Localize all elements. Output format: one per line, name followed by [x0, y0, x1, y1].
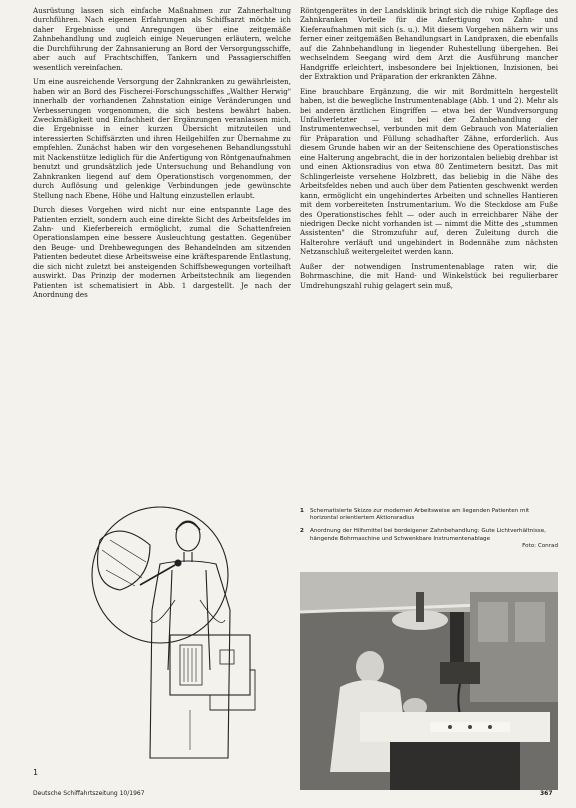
figure-2-photo	[300, 572, 558, 790]
figure-1-number: 1	[33, 768, 39, 777]
paragraph: Durch dieses Vorgehen wird nicht nur eine entspannte Lage des Patienten erzielt, sondern auch eine direkte Sicht des Arbeitsfeldes im Zahn- und Kieferbereich ermöglicht, zumal die Schattenfreien Operationslampen eine bessere Ausleuchtung gestatten. Gegenüber den Beuge- und Drehbewegungen des Behandelnden am sitzenden Patienten bedeutet diese Arbeitsweise eine kräftesparende Entlastung, die sich nicht zuletzt bei ansteigenden Schiffsbewegungen vorteilhaft auswirkt. Das Prinzip der modernen Arbeitstechnik am liegenden Patienten ist schematisiert in Abb. 1 dargestellt. Je nach der Anordnung des	[33, 205, 291, 300]
lamp-shape	[98, 531, 151, 590]
paragraph: Eine brauchbare Ergänzung, die wir mit Bordmitteln hergestellt haben, ist die bewegliche Instrumentenablage (Abb. 1 und 2). Mehr als bei anderen ärztlichen Eingriffen — etwa bei der Wundversorgung Unfallverletzter — ist bei der Zahnbehandlung der Instrumentenwechsel, verbunden mit dem Gebrauch von Materialien für Präparation und Füllung schadhafter Zähne, erforderlich. Aus diesem Grunde haben wir an der Seitenschiene des Operationstisches eine Halterung angebracht, die in der horizontalen beliebig drehbar ist und einen Aktionsradius von etwa 80 Zentimetern besitzt. Das mit Schlingerleiste versehene Holzbrett, das beliebig in die Nähe des Arbeitsfeldes neben und auch über dem Patienten geschwenkt werden kann, ermöglicht ein ungehindertes Arbeiten und schnelles Hantieren mit dem vorbereiteten Instrumentarium. Wo die Steckdose am Fuße des Operationstisches fehlt — oder auch in erreichbarer Nähe der niedrigen Decke nicht vorhanden ist — nimmt die Mitte des „stummen Assistenten" die Stromzufuhr auf, deren Zuleitung durch die Halterohre verläuft und ungehindert in Bodennähe zum nächsten Netzanschluß weitergeleitet werden kann.	[300, 86, 558, 257]
photo-credit: Foto: Conrad	[522, 542, 558, 549]
paragraph: Röntgengerätes in der Landsklinik bringt sich die ruhige Kopflage des Zahnkranken Vorteile für die Anfertigung von Zahn- und Kieferaufnahmen mit sich (s. u.). Mit diesem Vorgehen nähern wir uns ferner einer zeitgemäßen Behandlungsart in Landpraxen, die ebenfalls auf die Zahnbehandlung in liegender Ruhestellung übergehen. Bei wechselndem Seegang wird dem Arzt die Ausführung mancher Handgriffe erleichtert, insbesondere bei Injektionen, Inzisionen, bei der Extraktion und Präparation der erkrankten Zähne.	[300, 6, 558, 82]
left-text-column	[33, 6, 291, 305]
figure-captions	[300, 508, 558, 556]
journal-footer: Deutsche Schiffahrtszeitung 10/1967	[33, 790, 145, 797]
caption-number: 2	[300, 528, 304, 535]
paragraph: Um eine ausreichende Versorgung der Zahnkranken zu gewährleisten, haben wir an Bord des Fischerei-Forschungsschiffes „Walther Herwig" innerhalb der vorhandenen Zahnstation einige Veränderungen und Verbesserungen vorgenommen, die sich bestens bewährt haben. Zweckmäßigkeit und Einfachheit der Ergänzungen veranlassen mich, die Ergebnisse in einer kurzen Übersicht mitzuteilen und interessierten Schiffsärzten und ihren Heilgehilfen zur Übernahme zu empfehlen. Zunächst haben wir den vorgesehenen Behandlungsstuhl mit Nackenstütze lediglich für die Anfertigung von Röntgenaufnahmen benutzt und grundsätzlich jede Untersuchung und Behandlung von Zahnkranken liegend auf dem Operationstisch vorgenommen, der durch Auflösung und gelenkige Verbindungen jede gewünschte Stellung nach Ebene, Höhe und Haltung einzustellen erlaubt.	[33, 77, 291, 200]
paragraph: Ausrüstung lassen sich einfache Maßnahmen zur Zahnerhaltung durchführen. Nach eigenen Erfahrungen als Schiffsarzt möchte ich daher Ergebnisse und Anregungen über eine zeitgemäße Zahnbehandlung und zugleich einige Neuerungen erläutern, welche die Durchführung der Zahnsanierung an Bord der Versorgungsschiffe, aber auch auf Frachtschiffen, Tankern und Passagierschiffen wesentlich vereinfachen.	[33, 6, 291, 72]
caption-number: 1	[300, 508, 304, 514]
caption-text: Anordnung der Hilfsmittel bei bordeigener Zahnbehandlung: Gute Lichtverhältnisse, hängende Bohrmaschine und Schwenkbare Instrumentenablage Foto: Conrad	[310, 528, 558, 549]
paragraph: Außer der notwendigen Instrumentenablage raten wir, die Bohrmaschine, die mit Hand- und Winkelstück bei regulierbarer Umdrehungszahl ruhig gelagert sein muß,	[300, 261, 558, 290]
caption-2	[300, 528, 558, 550]
right-text-column	[300, 6, 558, 295]
page-number: 367	[540, 790, 553, 797]
caption-1	[300, 508, 558, 522]
figure-1-sketch	[80, 500, 280, 780]
caption-text: Schematisierte Skizze zur modernen Arbeitsweise am liegenden Patienten mit horizontal orientiertem Aktionsradius	[310, 508, 530, 522]
